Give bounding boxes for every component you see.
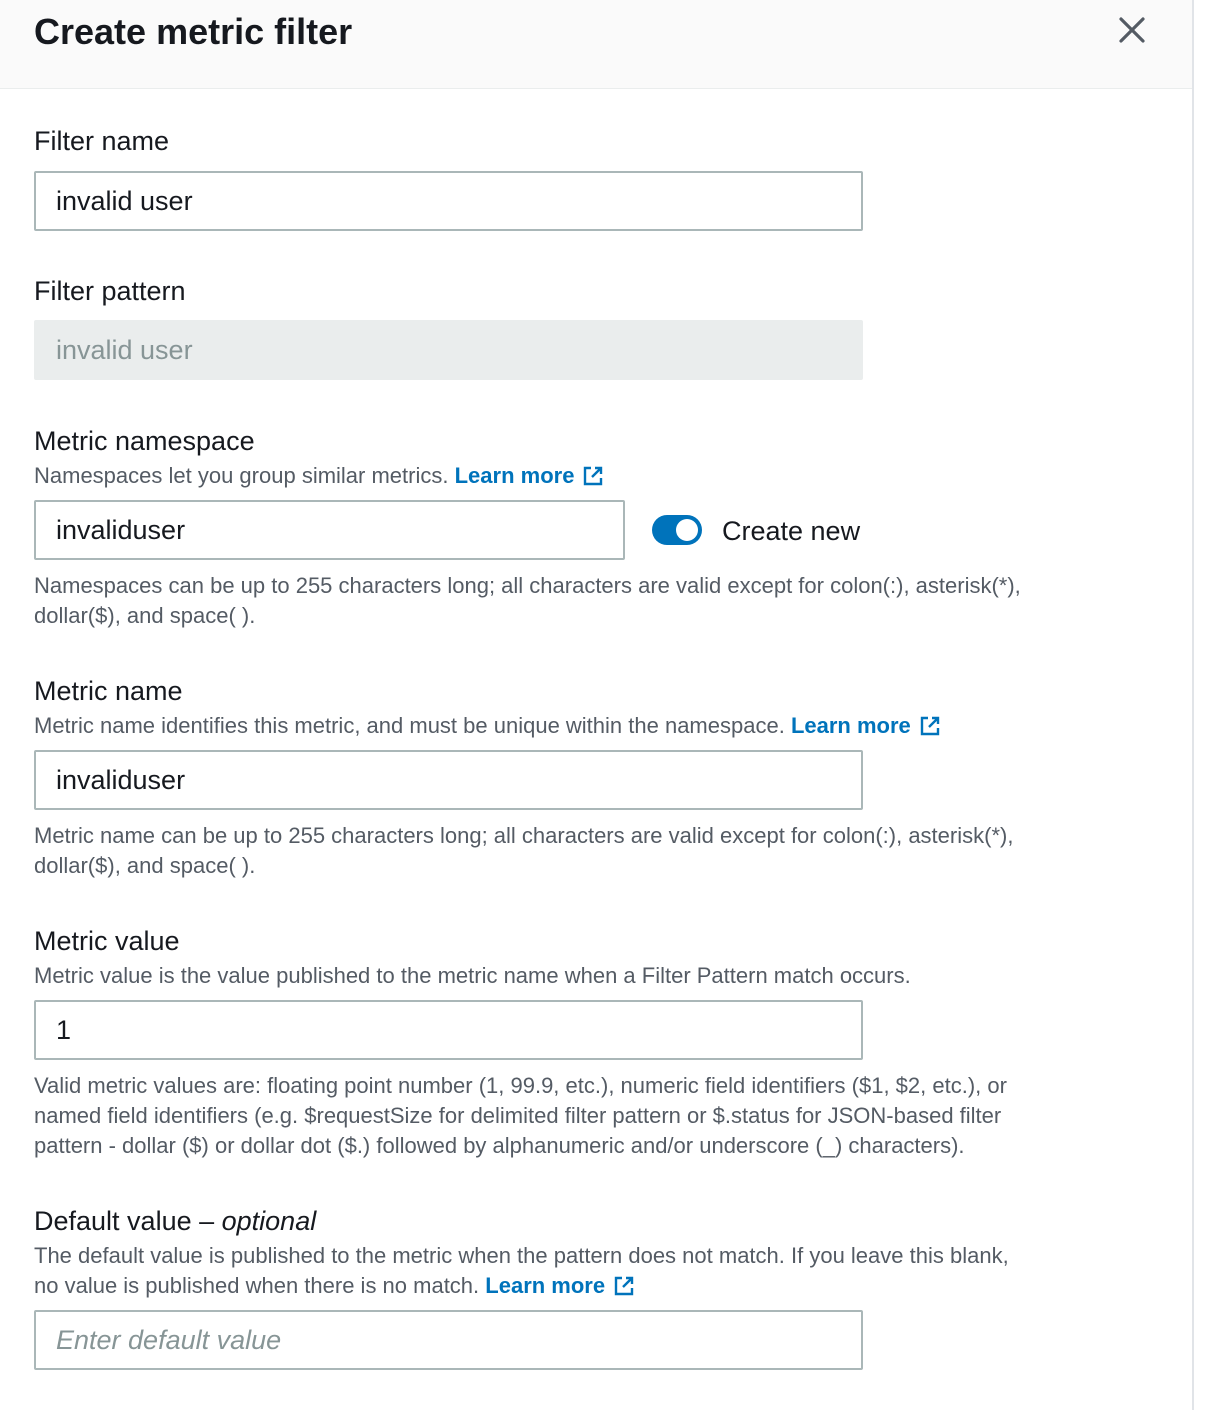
- learn-more-text: Learn more: [790, 713, 911, 738]
- learn-more-text: Learn more: [485, 1273, 606, 1298]
- metric-value-label: Metric value: [34, 926, 180, 956]
- create-new-toggle-label: Create new: [722, 516, 861, 546]
- metric-value-description: Metric value is the value published to the metric name when a Filter Pattern match occurs.: [34, 963, 911, 988]
- filter-pattern-input: [34, 320, 863, 380]
- optional-tag: optional: [221, 1206, 317, 1236]
- default-value-label-text: Default value –: [34, 1206, 222, 1236]
- metric-value-help-line2: named field identifiers (e.g. $requestSize for delimited filter pattern or $.status for JSON-based filter: [34, 1103, 1002, 1128]
- metric-namespace-label: Metric namespace: [34, 426, 255, 456]
- modal-header: [0, 0, 1192, 89]
- metric-name-label: Metric name: [34, 676, 183, 706]
- filter-name-label: Filter name: [34, 126, 170, 156]
- toggle-knob: [676, 519, 698, 541]
- default-value-description-text: no value is published when there is no match.: [34, 1273, 480, 1298]
- default-value-description-line1: The default value is published to the metric when the pattern does not match. If you leave this blank,: [34, 1243, 1009, 1268]
- default-value-learn-more-link[interactable]: [485, 1273, 635, 1298]
- external-link-icon: [613, 1275, 635, 1297]
- metric-namespace-description-text: Namespaces let you group similar metrics.: [34, 463, 449, 488]
- metric-namespace-constraint-line1: Namespaces can be up to 255 characters long; all characters are valid except for colon(:), asterisk(*),: [34, 573, 1021, 598]
- metric-name-learn-more-link[interactable]: [791, 713, 941, 738]
- metric-name-constraint-line2: dollar($), and space( ).: [34, 853, 256, 878]
- metric-name-description-text: Metric name identifies this metric, and must be unique within the namespace.: [34, 713, 785, 738]
- learn-more-text: Learn more: [454, 463, 575, 488]
- close-button[interactable]: [1114, 12, 1150, 48]
- close-icon: [1114, 12, 1150, 48]
- external-link-icon: [582, 465, 604, 487]
- metric-namespace-learn-more-link[interactable]: [455, 463, 605, 488]
- metric-name-description: [34, 711, 941, 741]
- default-value-label: [34, 1205, 316, 1237]
- create-new-toggle[interactable]: [652, 515, 702, 545]
- filter-name-input[interactable]: [34, 171, 863, 231]
- modal-title: Create metric filter: [34, 11, 353, 52]
- filter-pattern-label: Filter pattern: [34, 276, 186, 306]
- metric-value-help-line3: pattern - dollar ($) or dollar dot ($.) followed by alphanumeric and/or underscore (_) characters).: [34, 1133, 965, 1158]
- metric-namespace-input[interactable]: [34, 500, 625, 560]
- metric-namespace-constraint-line2: dollar($), and space( ).: [34, 603, 256, 628]
- background-page-edge: [1194, 0, 1212, 1410]
- metric-namespace-description: [34, 461, 604, 491]
- default-value-input[interactable]: [34, 1310, 863, 1370]
- metric-value-input[interactable]: [34, 1000, 863, 1060]
- metric-name-input[interactable]: [34, 750, 863, 810]
- metric-value-help-line1: Valid metric values are: floating point number (1, 99.9, etc.), numeric field identifiers ($1, $2, etc.), or: [34, 1073, 1007, 1098]
- metric-name-constraint-line1: Metric name can be up to 255 characters long; all characters are valid except for colon(:), asterisk(*),: [34, 823, 1014, 848]
- external-link-icon: [919, 715, 941, 737]
- default-value-description-line2: [34, 1271, 635, 1301]
